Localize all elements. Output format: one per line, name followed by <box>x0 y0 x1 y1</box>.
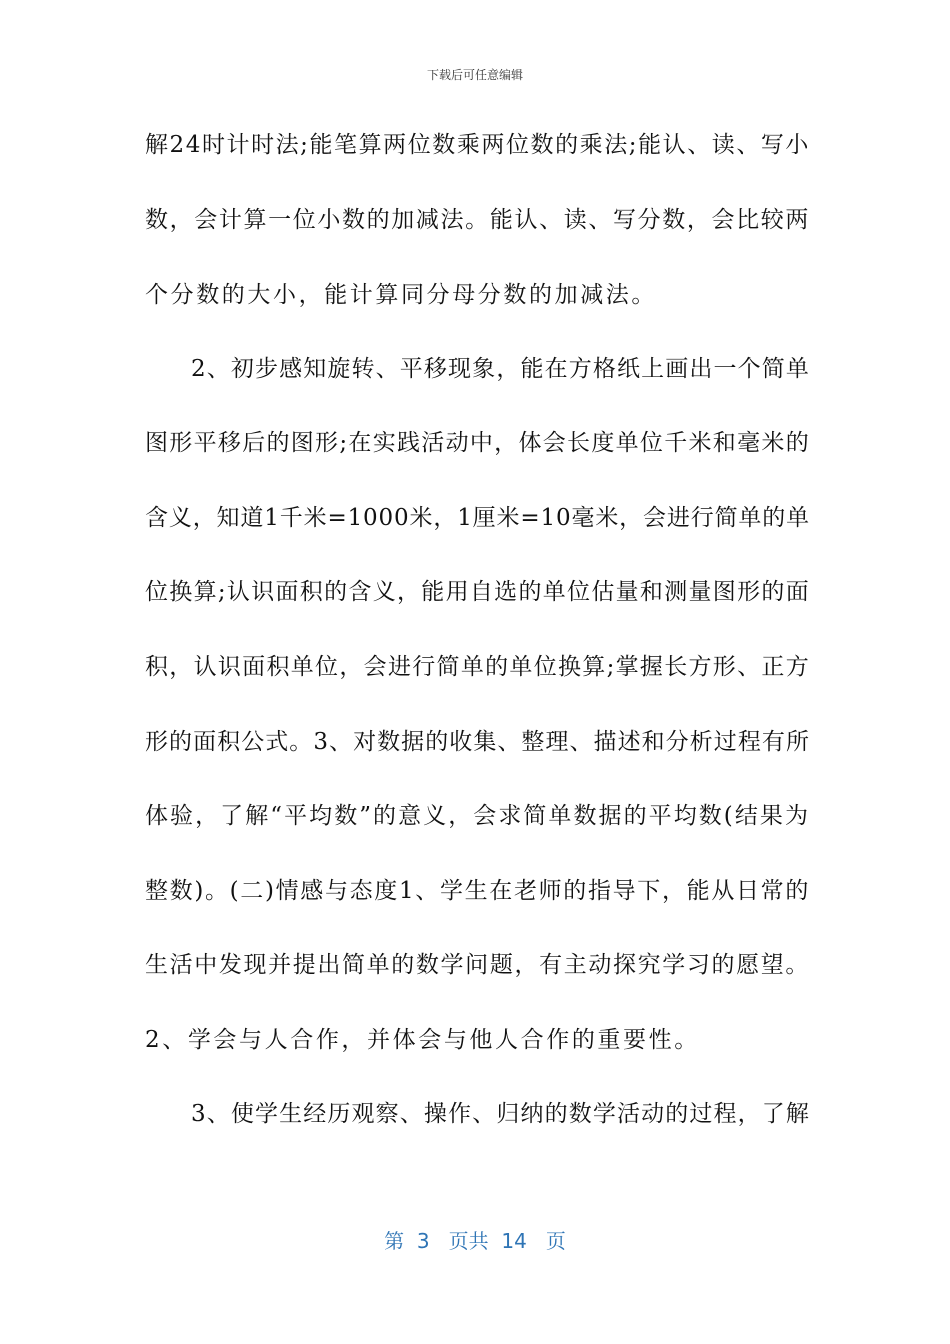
paragraph-line: 含义，知道1千米=1000米，1厘米=10毫米，会进行简单的单 <box>145 505 810 531</box>
paragraph-line: 解24时计时法;能笔算两位数乘两位数的乘法;能认、读、写小 <box>145 132 810 158</box>
paragraph-line: 3、使学生经历观察、操作、归纳的数学活动的过程，了解 <box>191 1101 810 1127</box>
page-header: 下载后可任意编辑 <box>426 68 523 82</box>
paragraph-line: 形的面积公式。3、对数据的收集、整理、描述和分析过程有所 <box>145 729 810 755</box>
paragraph-line: 位换算;认识面积的含义，能用自选的单位估量和测量图形的面 <box>145 579 810 605</box>
paragraph-line: 体验，了解“平均数”的意义，会求简单数据的平均数(结果为 <box>145 803 810 829</box>
paragraph-line: 个分数的大小，能计算同分母分数的加减法。 <box>145 282 657 308</box>
paragraph-line: 积，认识面积单位，会进行简单的单位换算;掌握长方形、正方 <box>145 654 810 680</box>
paragraph-line: 2、初步感知旋转、平移现象，能在方格纸上画出一个简单 <box>191 356 810 382</box>
paragraph-line: 2、学会与人合作，并体会与他人合作的重要性。 <box>145 1027 700 1053</box>
paragraph-line: 数，会计算一位小数的加减法。能认、读、写分数，会比较两 <box>145 207 810 233</box>
paragraph-line: 图形平移后的图形;在实践活动中，体会长度单位千米和毫米的 <box>145 430 810 456</box>
paragraph-line: 生活中发现并提出简单的数学问题，有主动探究学习的愿望。 <box>145 952 810 978</box>
page-footer-page-number: 第 3 页共 14 页 <box>384 1229 566 1253</box>
paragraph-line: 整数)。(二)情感与态度1、学生在老师的指导下，能从日常的 <box>145 878 810 904</box>
